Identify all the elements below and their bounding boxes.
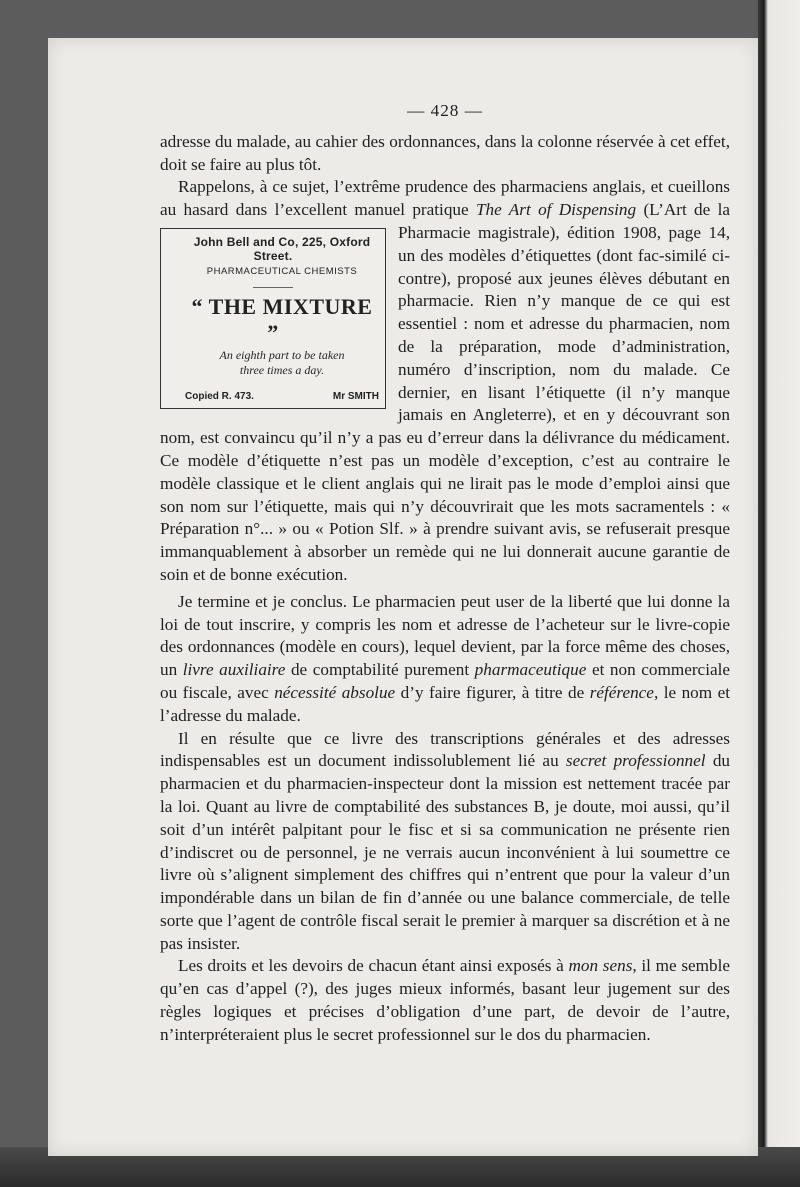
paragraph-3-text-e: et non commerciale ou fiscale, avec (160, 660, 730, 702)
label-copied-number: Copied R. 473. (185, 390, 254, 402)
paragraph-1: adresse du malade, au cahier des ordonnances, dans la colonne réservée à cet effet, doit se faire au plus tôt. (160, 131, 730, 174)
label-divider (253, 287, 293, 288)
paragraph-5-text-c: , il me semble qu’en cas d’appel (?), des juges mieux informés, basant leur jugement sur des règles logiques et précises d’obligation d’une part, de devoir de l’autre, n’interpréteraient plus le secret professionnel sur le dos du pharmacien. (160, 956, 731, 1044)
emphasis-livre-auxiliaire: livre auxiliaire (182, 660, 286, 680)
paragraph-3-text-i: , le nom et l’adresse du malade. (160, 682, 730, 725)
label-directions-line1: An eighth part to be taken (219, 347, 345, 362)
paragraph-2-text-a: Rappelons, à ce sujet, l’extrême prudence des pharmaciens anglais, et cueillons au hasard dans l’excellent manuel pratique (160, 177, 730, 220)
label-footer (167, 390, 379, 404)
paragraph-3 (160, 591, 730, 728)
emphasis-pharmaceutique: pharmaceutique (474, 660, 587, 680)
paragraph-5 (160, 955, 730, 1046)
label-facsimile (160, 228, 386, 409)
paragraph-5-text-a: Les droits et les devoirs de chacun étant ainsi exposés à (178, 956, 569, 976)
paragraph-3-text-g: d’y faire figurer, à titre de (395, 682, 590, 702)
emphasis-reference: référence (589, 682, 654, 702)
paragraph-4-text-c: du pharmacien et du pharmacien-inspecteur dont la mission est nettement tracée par la loi. Quant au livre de comptabilité des substances B, je doute, moi aussi, qu’il soit d’un intérêt palpitant pour le fisc et si sa communication ne présente rien d’indiscret ou de personnel, je ne verrais aucun inconvénient à lui soumettre ce livre où s’alignent simplement des chiffres qui n’entrent que pour la valeur d’un impondérable dans un bilan de fin d’année ou une balance commerciale, de telle sorte que l’agent de contrôle fiscal serait le premier à marquer sa discrétion et à ne pas insister. (160, 751, 731, 953)
book-title: The Art of Dispensing (475, 200, 637, 220)
label-patient-name: Mr SMITH (332, 390, 379, 402)
paragraph-2 (160, 176, 730, 586)
book-page (48, 38, 758, 1156)
paragraph-3-text-c: de comptabilité purement (285, 660, 475, 680)
page-content (160, 100, 730, 1047)
paragraph-2-text-b (160, 200, 730, 584)
label-address: John Bell and Co, 225, Oxford Street. (193, 234, 371, 263)
paragraph-4-text-a: Il en résulte que ce livre des transcriptions générales et des adresses indispensables est un document indissolublement lié au (160, 728, 730, 771)
label-directions-line2: three times a day. (239, 362, 325, 377)
paragraph-4 (160, 728, 730, 956)
paragraph-2-text-c: (L’Art de la Pharmacie magistrale), édition 1908, page 14, un des modèles d’étiquettes (dont fac-similé ci-contre), proposé aux jeunes élèves débutant en pharmacie. Rien n’y manque de ce qui est essentiel : nom et adresse du pharmacien, nom de la préparation, mode d’administration, numéro d’inscription, nom du malade. Ce dernier, en lisant l’étiquette (il n’y manque jamais en Angleterre), et en y découvrant son nom, est convaincu qu’il n’y a pas eu d’erreur dans la délivrance du médicament. Ce modèle d’étiquette n’est pas un modèle d’exception, c’est au contraire le modèle classique et le client anglais qui ne lirait pas le mode d’emploi ainsi que son nom sur l’étiquette, mais qui n’y découvrirait que les mots sacramentels : « Préparation n°... » ou « Potion Slf. » à prendre suivant avis, se refuserait presque immanquablement à absorber un remède qui ne lui donnerait aucune garantie de soin et de bonne exécution. (160, 200, 731, 584)
label-subtitle: PHARMACEUTICAL CHEMISTS (206, 265, 358, 277)
emphasis-secret-professionnel: secret professionnel (565, 751, 706, 771)
page-number: — 428 — (407, 101, 483, 120)
paragraph-3-text-a: Je termine et je conclus. Le pharmacien peut user de la liberté que lui donne la loi de tout inscrire, y compris les nom et adresse de l’acheteur sur le livre-copie des ordonnances (modèle en cours), lequel devient, par la force même des choses, un (160, 591, 730, 680)
label-title: “ THE MIXTURE ” (191, 293, 373, 345)
adjacent-page-edge (758, 0, 800, 1187)
emphasis-necessite-absolue: nécessité absolue (274, 682, 396, 702)
emphasis-mon-sens: mon sens (568, 956, 633, 976)
